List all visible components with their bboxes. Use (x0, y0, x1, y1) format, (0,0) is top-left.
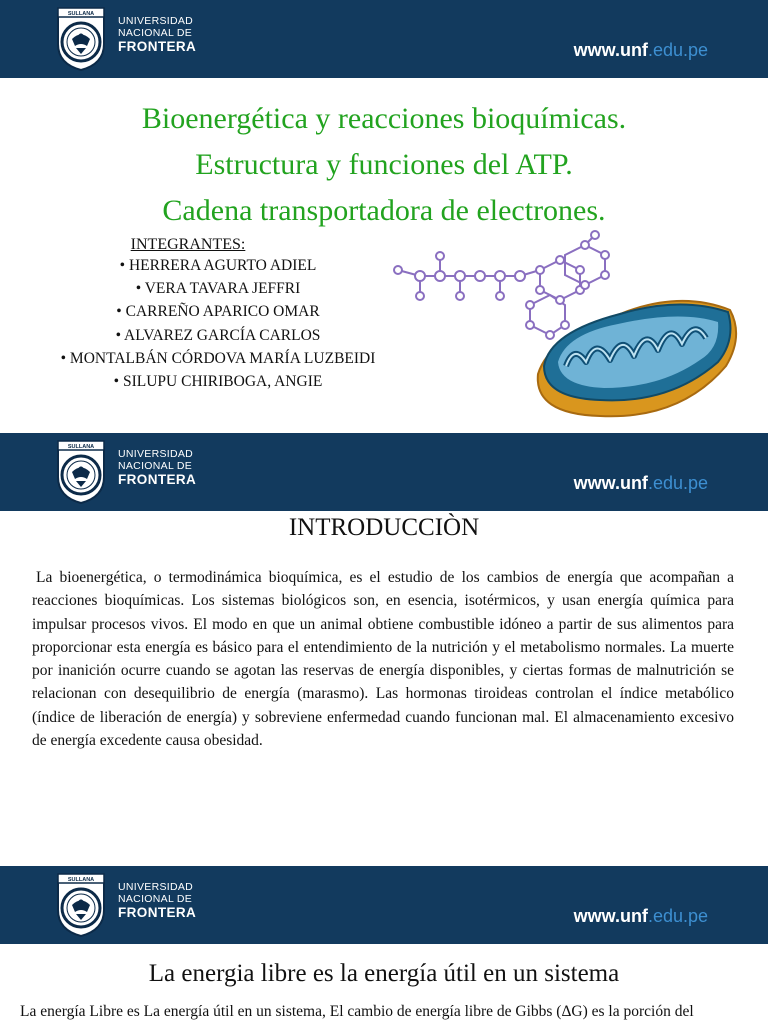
logo-line-2: NACIONAL DE (118, 460, 193, 472)
website-link[interactable] (574, 473, 708, 494)
university-logo[interactable] (54, 439, 204, 505)
university-crest-icon (54, 439, 108, 505)
university-logo[interactable] (54, 6, 204, 72)
website-domain: .edu.pe (647, 906, 708, 926)
university-crest-icon (54, 872, 108, 938)
free-energy-heading: La energia libre es la energía útil en un sistema (148, 960, 620, 987)
svg-text:SULLANA: SULLANA (67, 444, 95, 450)
team-member: • MONTALBÁN CÓRDOVA MARÍA LUZBEIDI (38, 347, 398, 370)
intro-heading: INTRODUCCIÒN (288, 514, 480, 541)
website-domain: .edu.pe (647, 473, 708, 493)
slide1-title (0, 96, 768, 234)
logo-line-1: UNIVERSIDAD (118, 448, 194, 460)
header-banner (0, 0, 768, 78)
university-crest-icon (54, 6, 108, 72)
team-member: • ALVAREZ GARCÍA CARLOS (38, 324, 398, 347)
website-domain: .edu.pe (647, 40, 708, 60)
logo-line-1: UNIVERSIDAD (118, 15, 194, 27)
website-prefix: www.unf (573, 40, 648, 60)
title-line-1: Bioenergética y reacciones bioquímicas. (141, 102, 627, 135)
intro-paragraph: La bioenergética, o termodinámica bioquímica, es el estudio de los cambios de energía que acompañan a reacciones bioquímicas. Los sistemas biológicos son, en esencia, isotérmicos, y usan energía química para impulsar procesos vivos. El modo en que un animal obtiene combustible idóneo a partir de sus alimentos para proporcionar esta energía es básico para el entendimiento de la nutrición y el metabolismo normales. La muerte por inanición ocurre cuando se agotan las reservas de energía disponibles, y ciertas formas de malnutrición se relacionan con desequilibrio de energía (marasmo). Las hormonas tiroideas controlan el índice metabólico (índice de liberación de energía) y sobreviene enfermedad cuando funcionan mal. El almacenamiento excesivo de energía excedente causa obesidad. (32, 569, 734, 750)
free-energy-paragraph: La energía Libre es La energía útil en un sistema, El cambio de energía libre de Gibbs (ΔG) es la porción del (20, 1003, 694, 1020)
title-line-2: Estructura y funciones del ATP. (195, 148, 573, 181)
team-heading: INTEGRANTES: (130, 236, 246, 253)
team-member: • VERA TAVARA JEFFRI (38, 277, 398, 300)
team-member: • CARREÑO APARICO OMAR (38, 300, 398, 323)
header-banner (0, 866, 768, 944)
website-prefix: www.unf (573, 473, 648, 493)
title-line-3: Cadena transportadora de electrones. (162, 194, 606, 227)
team-member: • HERRERA AGURTO ADIEL (38, 254, 398, 277)
website-prefix: www.unf (573, 906, 648, 926)
logo-line-3: FRONTERA (118, 39, 197, 54)
team-list (38, 236, 398, 393)
logo-line-3: FRONTERA (118, 905, 197, 920)
mitochondria-icon (530, 296, 740, 420)
website-link[interactable] (574, 906, 708, 927)
logo-line-2: NACIONAL DE (118, 893, 193, 905)
logo-line-2: NACIONAL DE (118, 27, 193, 39)
team-member: • SILUPU CHIRIBOGA, ANGIE (38, 370, 398, 393)
svg-text:SULLANA: SULLANA (67, 877, 95, 883)
logo-line-1: UNIVERSIDAD (118, 881, 194, 893)
header-banner (0, 433, 768, 511)
svg-text:SULLANA: SULLANA (67, 11, 95, 17)
university-logo[interactable] (54, 872, 204, 938)
website-link[interactable] (574, 40, 708, 61)
logo-line-3: FRONTERA (118, 472, 197, 487)
